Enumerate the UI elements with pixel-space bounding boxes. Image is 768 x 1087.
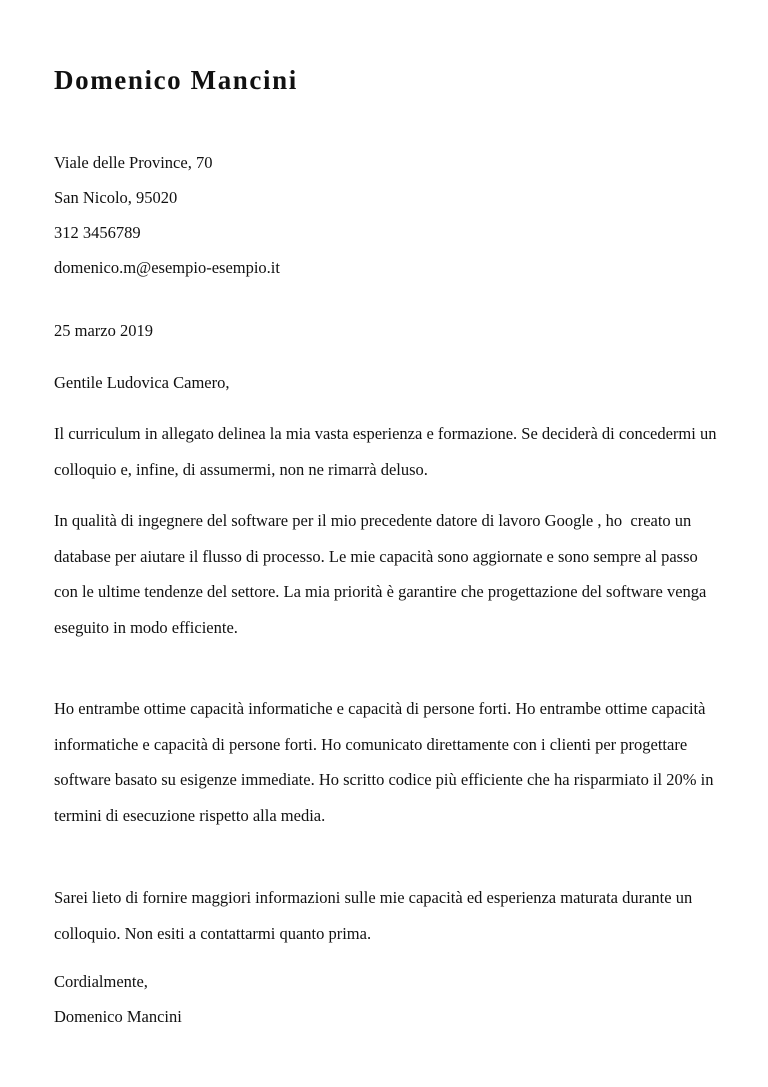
- salutation: Gentile Ludovica Camero,: [54, 373, 230, 392]
- sender-name-heading: Domenico Mancini: [54, 65, 298, 95]
- letter-date: 25 marzo 2019: [54, 321, 153, 340]
- sender-phone: 312 3456789: [54, 223, 141, 242]
- sender-city: San Nicolo, 95020: [54, 188, 178, 207]
- signature: Domenico Mancini: [54, 1007, 182, 1026]
- body-paragraph-1: Il curriculum in allegato delinea la mia vasta esperienza e formazione. Se deciderà di concedermi un colloquio e, infine, di assumermi, non ne rimarrà deluso.: [54, 424, 717, 479]
- body-paragraph-2: In qualità di ingegnere del software per il mio precedente datore di lavoro Google , ho creato un database per aiutare il flusso di processo. Le mie capacità sono aggiornate e sono sempre al passo con le ultime tendenze del settore. La mia priorità è garantire che progettazione del software venga eseguito in modo efficiente.: [54, 511, 711, 637]
- sender-address: Viale delle Province, 70: [54, 153, 213, 172]
- sender-email: domenico.m@esempio-esempio.it: [54, 258, 280, 277]
- closing: Cordialmente,: [54, 972, 148, 991]
- body-paragraph-3: Ho entrambe ottime capacità informatiche e capacità di persone forti. Ho entrambe ottime capacità informatiche e capacità di persone forti. Ho comunicato direttamente con i clienti per progettare software basato su esigenze immediate. Ho scritto codice più efficiente che ha risparmiato il 20% in termini di esecuzione rispetto alla media.: [54, 699, 714, 825]
- body-paragraph-4: Sarei lieto di fornire maggiori informazioni sulle mie capacità ed esperienza maturata durante un colloquio. Non esiti a contattarmi quanto prima.: [54, 888, 693, 943]
